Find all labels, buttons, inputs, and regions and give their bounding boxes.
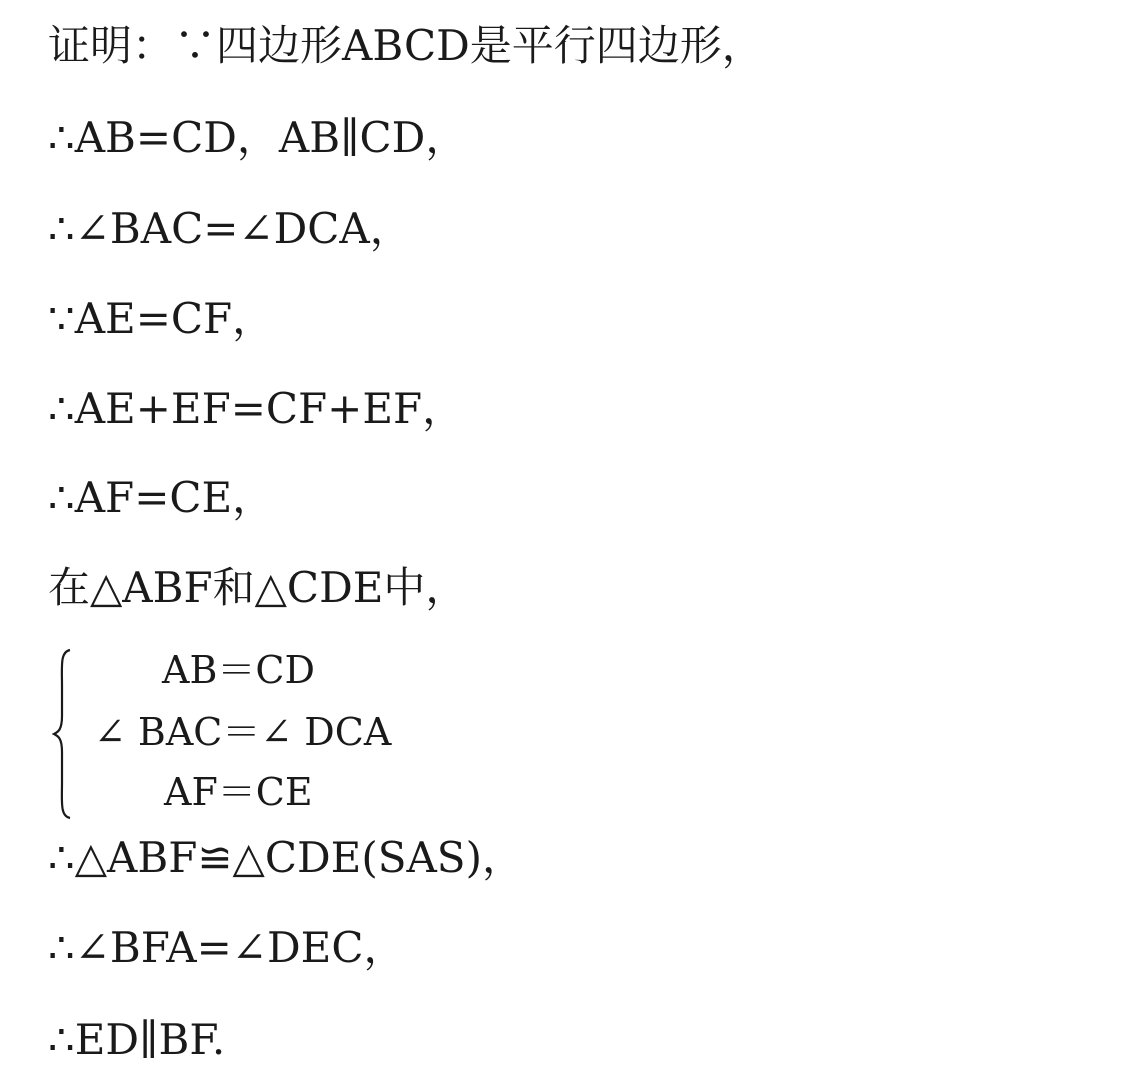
left-brace-icon bbox=[52, 646, 74, 822]
proof-line-9: ∴∠BFA=∠DEC， bbox=[48, 923, 406, 972]
system-row-2: ∠ BAC＝∠ DCA bbox=[94, 710, 392, 754]
equation-system bbox=[52, 646, 472, 822]
system-row-1: AB＝CD bbox=[162, 648, 315, 692]
system-row-3: AF＝CE bbox=[164, 770, 313, 814]
proof-line-5: ∴AE+EF=CF+EF， bbox=[48, 384, 465, 433]
proof-line-4: ∵AE=CF， bbox=[48, 294, 275, 343]
proof-line-8: ∴△ABF≌△CDE(SAS)， bbox=[48, 833, 524, 882]
proof-line-7: 在△ABF和△CDE中， bbox=[48, 563, 468, 612]
proof-line-10: ∴ED∥BF. bbox=[48, 1015, 226, 1064]
proof-line-1: 证明：∵四边形ABCD是平行四边形， bbox=[48, 21, 764, 70]
proof-line-6: ∴AF=CE， bbox=[48, 473, 275, 522]
proof-line-2: ∴AB=CD，AB∥CD， bbox=[48, 113, 468, 162]
proof-line-3: ∴∠BAC=∠DCA， bbox=[48, 204, 412, 253]
